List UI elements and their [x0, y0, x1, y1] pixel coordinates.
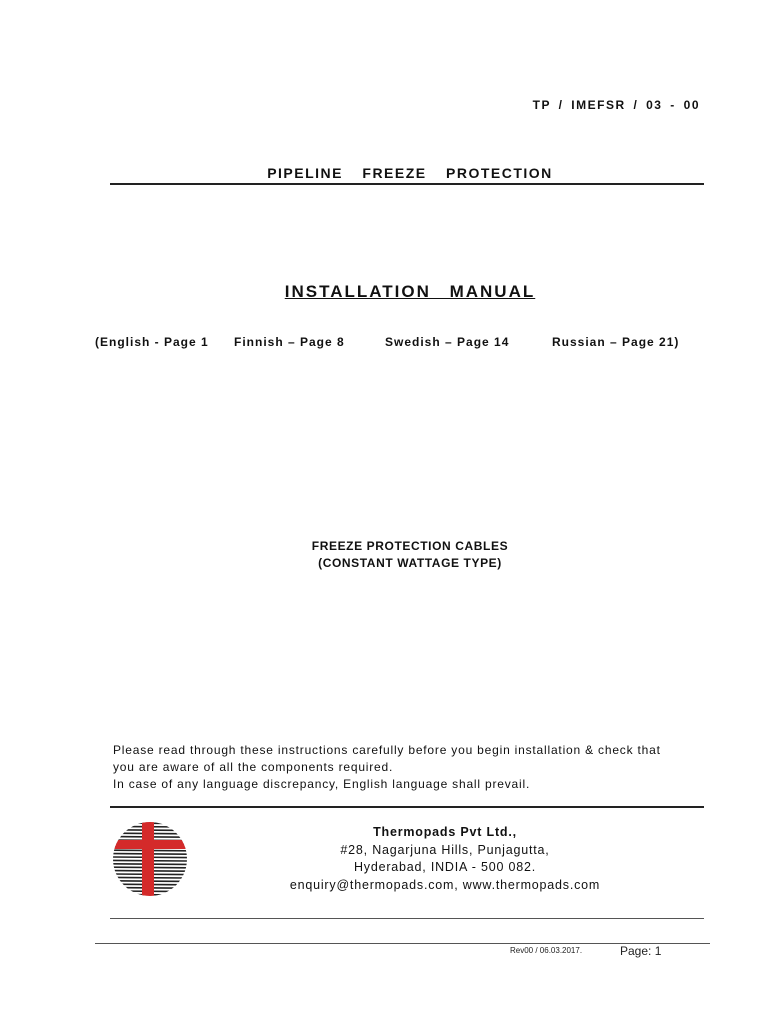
- intro-line-2: you are aware of all the components required.: [113, 760, 394, 774]
- language-swedish: Swedish – Page 14: [385, 335, 510, 349]
- intro-line-3: In case of any language discrepancy, English language shall prevail.: [113, 777, 531, 791]
- language-finnish: Finnish – Page 8: [234, 335, 345, 349]
- intro-line-1: Please read through these instructions carefully before you begin installation & check that: [113, 743, 661, 757]
- product-line-2: (CONSTANT WATTAGE TYPE): [318, 556, 502, 570]
- company-name: Thermopads Pvt Ltd.,: [373, 825, 517, 839]
- language-english: (English - Page 1: [95, 335, 209, 349]
- document-title: PIPELINE FREEZE PROTECTION: [267, 165, 553, 181]
- company-address-1: #28, Nagarjuna Hills, Punjagutta,: [340, 842, 550, 857]
- page-number: Page: 1: [620, 944, 662, 958]
- title-divider: [110, 183, 704, 185]
- footer-divider: [95, 943, 710, 944]
- product-line-1: FREEZE PROTECTION CABLES: [311, 539, 509, 553]
- document-reference: TP / IMEFSR / 03 - 00: [532, 98, 700, 112]
- thermopads-logo-icon: [112, 820, 188, 898]
- company-bottom-divider: [110, 918, 704, 919]
- company-info: [270, 824, 620, 894]
- manual-title: INSTALLATION MANUAL: [284, 282, 536, 301]
- company-contact: enquiry@thermopads.com, www.thermopads.com: [289, 877, 601, 892]
- product-description: [110, 538, 710, 572]
- intro-text: [113, 742, 713, 793]
- language-russian: Russian – Page 21): [552, 335, 680, 349]
- revision-info: Rev00 / 06.03.2017.: [510, 946, 583, 955]
- company-address-2: Hyderabad, INDIA - 500 082.: [353, 860, 537, 874]
- company-top-divider: [110, 806, 704, 808]
